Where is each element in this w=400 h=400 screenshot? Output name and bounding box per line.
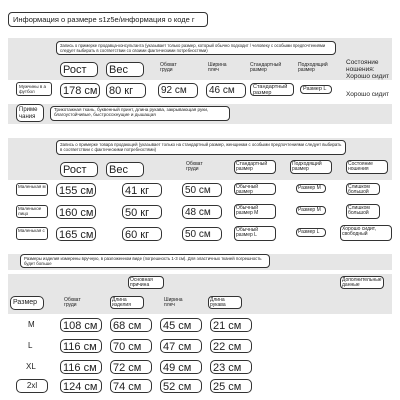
s3-value-length: 68 см bbox=[110, 318, 152, 332]
s2-header-height: Рост bbox=[60, 162, 98, 177]
header-weight: Вес bbox=[106, 62, 144, 77]
s3-value-sleeve: 23 см bbox=[210, 360, 252, 374]
s3-value-shoulders: 49 см bbox=[160, 360, 202, 374]
size-label: XL bbox=[26, 362, 36, 371]
value-height: 178 см bbox=[60, 83, 100, 98]
s2-row-height: 160 см bbox=[56, 205, 96, 219]
material-text: Трикотажная ткань, буквенный принт, длина рукава, закрывающая руки, благоустойчивые, быстросохнущие и дышащая bbox=[50, 106, 230, 121]
s3-value-chest: 116 см bbox=[60, 339, 102, 353]
header-standard-size: Стандартный размер bbox=[250, 62, 282, 73]
section1-note: Запись о примерке продавца-консультанта (указывает только размер, который обычно подходит / человеку с особыми предпочтениями следует выбирать в соответствии со своими фактическими потребностями) bbox=[56, 41, 336, 55]
size-label: M bbox=[28, 320, 35, 329]
header-wearing-state: Состояние ношения: Хорошо сидит bbox=[346, 59, 390, 80]
group-extra-label: Дополнительные данные bbox=[340, 276, 384, 289]
header-shoulders: Ширина плеч bbox=[208, 62, 227, 73]
s2-row-fit: Размер L bbox=[296, 228, 326, 237]
s2-header-chest: Обхват груди bbox=[186, 161, 203, 172]
value-fit-size: Размер L bbox=[300, 85, 332, 94]
value-standard-size: Стандартный размер bbox=[250, 83, 294, 96]
section1-row-label: Мужчины в а футбол bbox=[16, 82, 52, 96]
s2-row-chest: 48 см bbox=[182, 205, 222, 219]
s3-value-length: 74 см bbox=[110, 379, 152, 393]
page-title-text: Информация о размере s1z5e/информация о коде г bbox=[13, 15, 195, 24]
s3-value-shoulders: 52 см bbox=[160, 379, 202, 393]
s2-header-fit: Подходящий размер bbox=[290, 160, 332, 174]
header-chest: Обхват груди bbox=[160, 62, 177, 73]
s2-row-standard: Обычный размер L bbox=[234, 226, 276, 241]
s2-row-state: Хорошо сидит, свободный bbox=[340, 225, 392, 241]
group-main-label: Основная причина bbox=[128, 276, 164, 289]
s2-row-standard: Обычный размер M bbox=[234, 204, 276, 219]
s2-row-weight: 41 кг bbox=[122, 183, 162, 197]
page-title bbox=[8, 12, 208, 27]
s3-value-sleeve: 21 см bbox=[210, 318, 252, 332]
value-chest: 92 см bbox=[158, 83, 198, 98]
s2-row-height: 155 см bbox=[56, 183, 96, 197]
s3-header-sleeve: Длина рукава bbox=[208, 296, 242, 309]
s3-value-sleeve: 25 см bbox=[210, 379, 252, 393]
s2-row-standard: Обычный размер bbox=[234, 183, 276, 195]
section3-header-bg bbox=[8, 274, 392, 314]
value-weight: 80 кг bbox=[106, 83, 146, 98]
s2-row-chest: 50 см bbox=[182, 227, 222, 241]
s2-row-label: Маленькая м bbox=[16, 183, 48, 196]
size-label: L bbox=[28, 341, 33, 350]
s2-row-height: 165 см bbox=[56, 227, 96, 241]
header-height: Рост bbox=[60, 62, 98, 77]
s3-value-length: 70 см bbox=[110, 339, 152, 353]
value-shoulders: 46 см bbox=[206, 83, 246, 98]
s2-row-label: Маленькая с bbox=[16, 227, 48, 240]
s2-row-label: Маленькое лицо bbox=[16, 205, 48, 218]
s2-row-state: Слишком большой bbox=[346, 204, 380, 219]
s2-header-state: Состояние ношения bbox=[346, 160, 388, 174]
s2-row-fit: Размер M bbox=[296, 184, 326, 193]
section2-note: Запись о примерке товара продающей (указывает только на стандартный размер, женщинам с особыми предпочтениями следует выбирать в соответствии с фактическими потребностями) bbox=[56, 140, 346, 155]
s3-value-chest: 116 см bbox=[60, 360, 102, 374]
s2-row-chest: 50 см bbox=[182, 183, 222, 197]
s3-value-shoulders: 47 см bbox=[160, 339, 202, 353]
s3-value-chest: 108 см bbox=[60, 318, 102, 332]
s2-header-standard: Стандартный размер bbox=[234, 160, 276, 174]
s3-header-chest: Обхват груди bbox=[64, 297, 81, 308]
s2-row-state: Слишком большой bbox=[346, 183, 380, 195]
s3-value-chest: 124 см bbox=[60, 379, 102, 393]
s3-value-length: 72 см bbox=[110, 360, 152, 374]
section3-note: Размеры изделия измерены вручную, в разложенном виде (погрешность 1-3 см). Для эластичных тканей погрешность будет больше bbox=[20, 254, 270, 268]
s2-row-weight: 50 кг bbox=[122, 205, 162, 219]
material-label: Приме чания bbox=[16, 104, 44, 122]
s2-row-fit: Размер M bbox=[296, 206, 326, 215]
s3-header-length: Длина изделия bbox=[110, 296, 144, 309]
size-label: 2xl bbox=[16, 379, 48, 393]
s3-header-shoulders: Ширина плеч bbox=[164, 297, 183, 308]
s2-header-weight: Вес bbox=[106, 162, 144, 177]
s3-value-sleeve: 22 см bbox=[210, 339, 252, 353]
header-fit-size: Подходящий размер bbox=[298, 62, 328, 73]
s3-value-shoulders: 45 см bbox=[160, 318, 202, 332]
size-header: Размер bbox=[10, 296, 44, 310]
s2-row-weight: 60 кг bbox=[122, 227, 162, 241]
value-wearing-state: Хорошо сидит bbox=[346, 91, 390, 98]
